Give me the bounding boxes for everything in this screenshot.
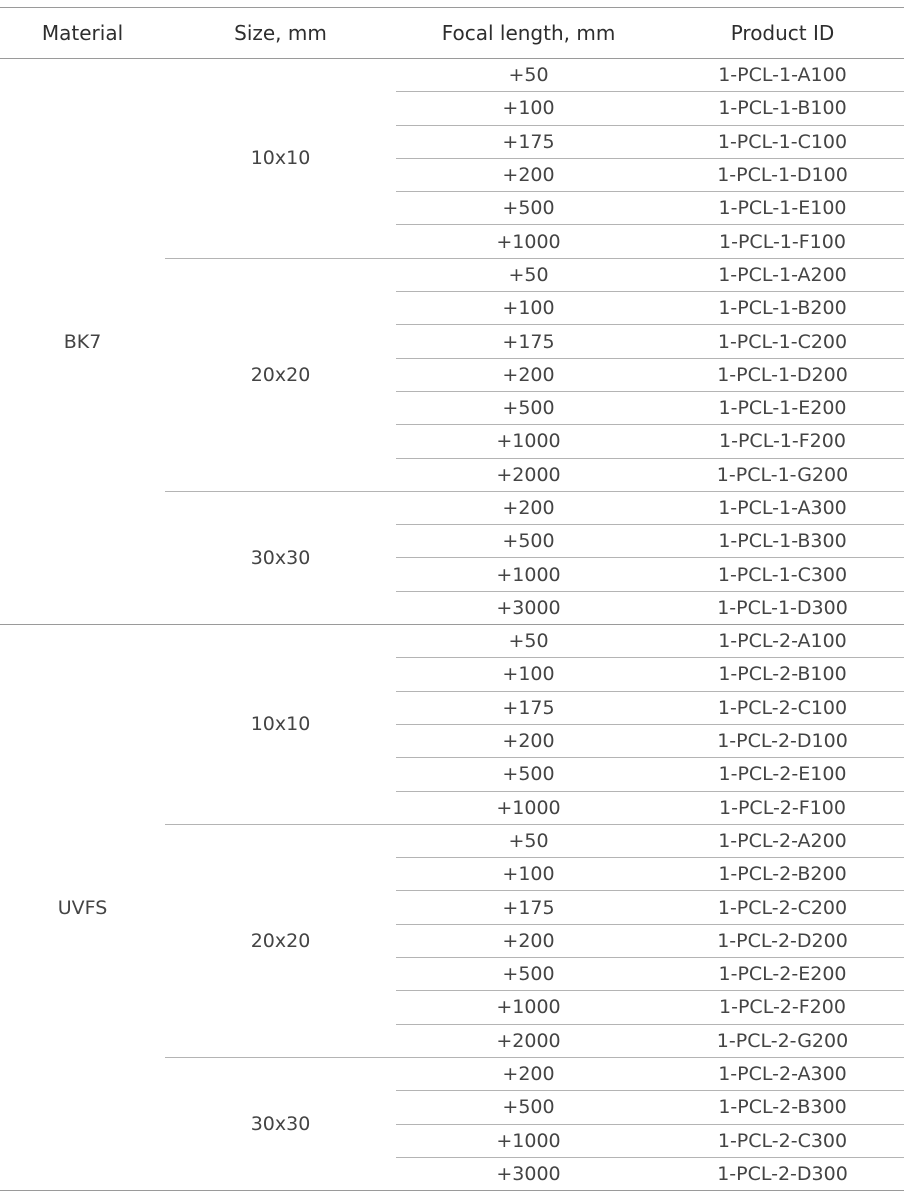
focal-length-cell: +200 (396, 358, 661, 391)
focal-length-cell: +3000 (396, 591, 661, 624)
product-id-cell: 1-PCL-1-D200 (661, 358, 904, 391)
header-product-id: Product ID (661, 8, 904, 59)
product-id-cell: 1-PCL-2-B100 (661, 658, 904, 691)
focal-length-cell: +200 (396, 924, 661, 957)
focal-length-cell: +200 (396, 158, 661, 191)
product-id-cell: 1-PCL-1-A200 (661, 258, 904, 291)
focal-length-cell: +50 (396, 59, 661, 92)
focal-length-cell: +100 (396, 858, 661, 891)
product-id-cell: 1-PCL-1-C100 (661, 125, 904, 158)
product-id-cell: 1-PCL-1-A100 (661, 59, 904, 92)
focal-length-cell: +100 (396, 292, 661, 325)
product-id-cell: 1-PCL-1-F200 (661, 425, 904, 458)
product-id-cell: 1-PCL-2-C300 (661, 1124, 904, 1157)
table-row (0, 625, 904, 658)
size-cell: 10x10 (165, 59, 396, 259)
product-id-cell: 1-PCL-1-B300 (661, 525, 904, 558)
size-cell: 30x30 (165, 491, 396, 624)
focal-length-cell: +500 (396, 1091, 661, 1124)
product-id-cell: 1-PCL-2-G200 (661, 1024, 904, 1057)
focal-length-cell: +1000 (396, 425, 661, 458)
focal-length-cell: +1000 (396, 791, 661, 824)
product-id-cell: 1-PCL-2-B300 (661, 1091, 904, 1124)
product-id-cell: 1-PCL-1-A300 (661, 491, 904, 524)
product-id-cell: 1-PCL-1-E200 (661, 391, 904, 424)
product-id-cell: 1-PCL-1-F100 (661, 225, 904, 258)
header-row (0, 8, 904, 59)
focal-length-cell: +100 (396, 658, 661, 691)
product-id-cell: 1-PCL-2-E200 (661, 958, 904, 991)
focal-length-cell: +500 (396, 525, 661, 558)
focal-length-cell: +200 (396, 724, 661, 757)
product-id-cell: 1-PCL-1-C200 (661, 325, 904, 358)
focal-length-cell: +1000 (396, 1124, 661, 1157)
product-id-cell: 1-PCL-2-A300 (661, 1057, 904, 1090)
focal-length-cell: +500 (396, 958, 661, 991)
focal-length-cell: +1000 (396, 991, 661, 1024)
product-id-cell: 1-PCL-2-F200 (661, 991, 904, 1024)
product-id-cell: 1-PCL-2-E100 (661, 758, 904, 791)
focal-length-cell: +1000 (396, 225, 661, 258)
material-cell: UVFS (0, 625, 165, 1191)
focal-length-cell: +50 (396, 258, 661, 291)
header-focal-length: Focal length, mm (396, 8, 661, 59)
focal-length-cell: +500 (396, 391, 661, 424)
focal-length-cell: +500 (396, 758, 661, 791)
table-row (0, 59, 904, 92)
focal-length-cell: +3000 (396, 1157, 661, 1190)
product-id-cell: 1-PCL-2-C100 (661, 691, 904, 724)
material-cell: BK7 (0, 59, 165, 625)
product-id-cell: 1-PCL-1-C300 (661, 558, 904, 591)
product-id-cell: 1-PCL-1-D100 (661, 158, 904, 191)
size-cell: 10x10 (165, 625, 396, 825)
product-id-cell: 1-PCL-2-B200 (661, 858, 904, 891)
focal-length-cell: +2000 (396, 1024, 661, 1057)
focal-length-cell: +175 (396, 125, 661, 158)
focal-length-cell: +200 (396, 491, 661, 524)
product-id-cell: 1-PCL-1-D300 (661, 591, 904, 624)
product-id-cell: 1-PCL-2-A200 (661, 824, 904, 857)
focal-length-cell: +50 (396, 824, 661, 857)
product-id-cell: 1-PCL-1-G200 (661, 458, 904, 491)
size-cell: 30x30 (165, 1057, 396, 1190)
focal-length-cell: +1000 (396, 558, 661, 591)
focal-length-cell: +200 (396, 1057, 661, 1090)
table-body (0, 59, 904, 1191)
size-cell: 20x20 (165, 824, 396, 1057)
size-cell: 20x20 (165, 258, 396, 491)
product-table (0, 7, 904, 1191)
focal-length-cell: +175 (396, 325, 661, 358)
focal-length-cell: +500 (396, 192, 661, 225)
header-material: Material (0, 8, 165, 59)
product-id-cell: 1-PCL-2-C200 (661, 891, 904, 924)
product-id-cell: 1-PCL-1-B200 (661, 292, 904, 325)
focal-length-cell: +50 (396, 625, 661, 658)
product-id-cell: 1-PCL-2-F100 (661, 791, 904, 824)
product-id-cell: 1-PCL-2-D200 (661, 924, 904, 957)
product-id-cell: 1-PCL-1-E100 (661, 192, 904, 225)
product-id-cell: 1-PCL-1-B100 (661, 92, 904, 125)
focal-length-cell: +2000 (396, 458, 661, 491)
focal-length-cell: +100 (396, 92, 661, 125)
table-header (0, 8, 904, 59)
product-id-cell: 1-PCL-2-D100 (661, 724, 904, 757)
product-id-cell: 1-PCL-2-A100 (661, 625, 904, 658)
focal-length-cell: +175 (396, 691, 661, 724)
header-size: Size, mm (165, 8, 396, 59)
focal-length-cell: +175 (396, 891, 661, 924)
product-id-cell: 1-PCL-2-D300 (661, 1157, 904, 1190)
